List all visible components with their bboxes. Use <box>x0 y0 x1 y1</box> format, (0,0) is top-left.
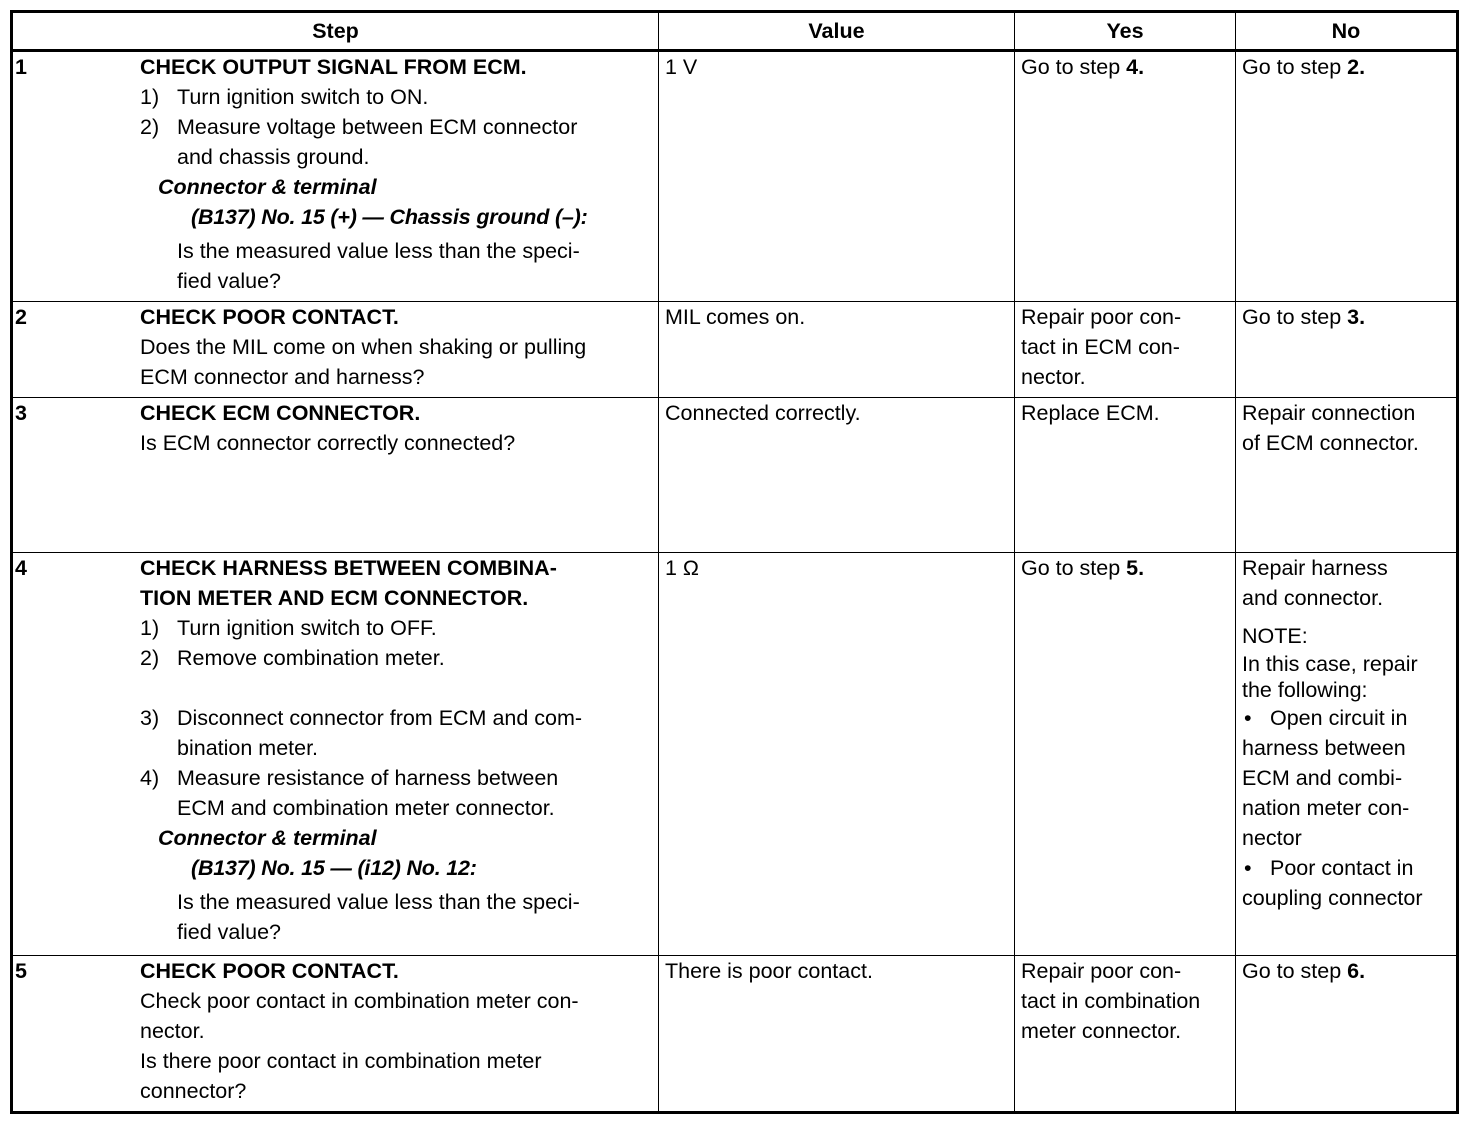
value-cell: MIL comes on. <box>659 302 1015 398</box>
no-cell: Go to step 2. <box>1236 51 1458 302</box>
step-number: 1 <box>15 55 27 79</box>
header-row <box>12 12 1458 51</box>
list-item: • Poor contact in <box>1244 856 1414 880</box>
table-row-4 <box>12 553 1458 956</box>
list-item: • Open circuit in <box>1244 706 1408 730</box>
step-text: Does the MIL come on when shaking or pulling ECM connector and harness? <box>140 335 587 389</box>
step-text: Check poor contact in combination meter con- nector. Is there poor contact in combination meter connector? <box>140 989 579 1103</box>
step-question: Is the measured value less than the speci- fied value? <box>177 890 580 944</box>
note-text: In this case, repair the following: <box>1242 652 1418 702</box>
step-cell <box>12 51 659 302</box>
terminal-spec: (B137) No. 15 — (i12) No. 12: <box>191 856 477 880</box>
table-row-3 <box>12 398 1458 553</box>
step-title: CHECK POOR CONTACT. <box>140 959 399 983</box>
header-step: Step <box>12 12 659 51</box>
step-cell <box>12 956 659 1113</box>
list-item: 4) Measure resistance of harness between ECM and combination meter connector. <box>140 766 559 820</box>
value-cell: 1 Ω <box>659 553 1015 956</box>
value-cell: 1 V <box>659 51 1015 302</box>
step-cell <box>12 398 659 553</box>
header-no: No <box>1236 12 1458 51</box>
step-cell <box>12 302 659 398</box>
step-title: CHECK OUTPUT SIGNAL FROM ECM. <box>140 55 527 79</box>
yes-cell: Repair poor con- tact in combination meter connector. <box>1015 956 1236 1113</box>
table-row-5 <box>12 956 1458 1113</box>
value-cell: Connected correctly. <box>659 398 1015 553</box>
yes-cell: Go to step 5. <box>1015 553 1236 956</box>
connector-label: Connector & terminal <box>158 175 377 199</box>
step-number: 5 <box>15 959 27 983</box>
value-cell: There is poor contact. <box>659 956 1015 1113</box>
no-cell <box>1236 553 1458 956</box>
step-number: 4 <box>15 556 27 580</box>
yes-cell: Go to step 4. <box>1015 51 1236 302</box>
no-action: Repair harness and connector. <box>1242 556 1388 610</box>
header-value: Value <box>659 12 1015 51</box>
header-yes: Yes <box>1015 12 1236 51</box>
step-title: CHECK HARNESS BETWEEN COMBINA- TION METER AND ECM CONNECTOR. <box>140 556 557 610</box>
list-item: 1) Turn ignition switch to ON. <box>140 85 429 109</box>
step-number: 2 <box>15 305 27 329</box>
note-heading: NOTE: <box>1242 624 1308 648</box>
terminal-spec: (B137) No. 15 (+) — Chassis ground (–): <box>191 205 588 229</box>
step-number: 3 <box>15 401 27 425</box>
connector-label: Connector & terminal <box>158 826 377 850</box>
bullet-text: harness between ECM and combi- nation meter con- nector <box>1242 736 1410 850</box>
step-title: CHECK ECM CONNECTOR. <box>140 401 421 425</box>
step-title: CHECK POOR CONTACT. <box>140 305 399 329</box>
diagnostic-table <box>10 10 1459 1114</box>
list-item: 3) Disconnect connector from ECM and com- bination meter. <box>140 706 583 760</box>
no-cell: Repair connection of ECM connector. <box>1236 398 1458 553</box>
step-cell <box>12 553 659 956</box>
no-cell: Go to step 3. <box>1236 302 1458 398</box>
table-row-2 <box>12 302 1458 398</box>
list-item: 2) Remove combination meter. <box>140 646 445 670</box>
bullet-text: coupling connector <box>1242 886 1423 910</box>
table-row-1 <box>12 51 1458 302</box>
yes-cell: Repair poor con- tact in ECM con- nector. <box>1015 302 1236 398</box>
no-cell: Go to step 6. <box>1236 956 1458 1113</box>
step-text: Is ECM connector correctly connected? <box>140 431 516 455</box>
list-item: 2) Measure voltage between ECM connector and chassis ground. <box>140 115 578 169</box>
yes-cell: Replace ECM. <box>1015 398 1236 553</box>
step-question: Is the measured value less than the speci- fied value? <box>177 239 580 293</box>
list-item: 1) Turn ignition switch to OFF. <box>140 616 437 640</box>
